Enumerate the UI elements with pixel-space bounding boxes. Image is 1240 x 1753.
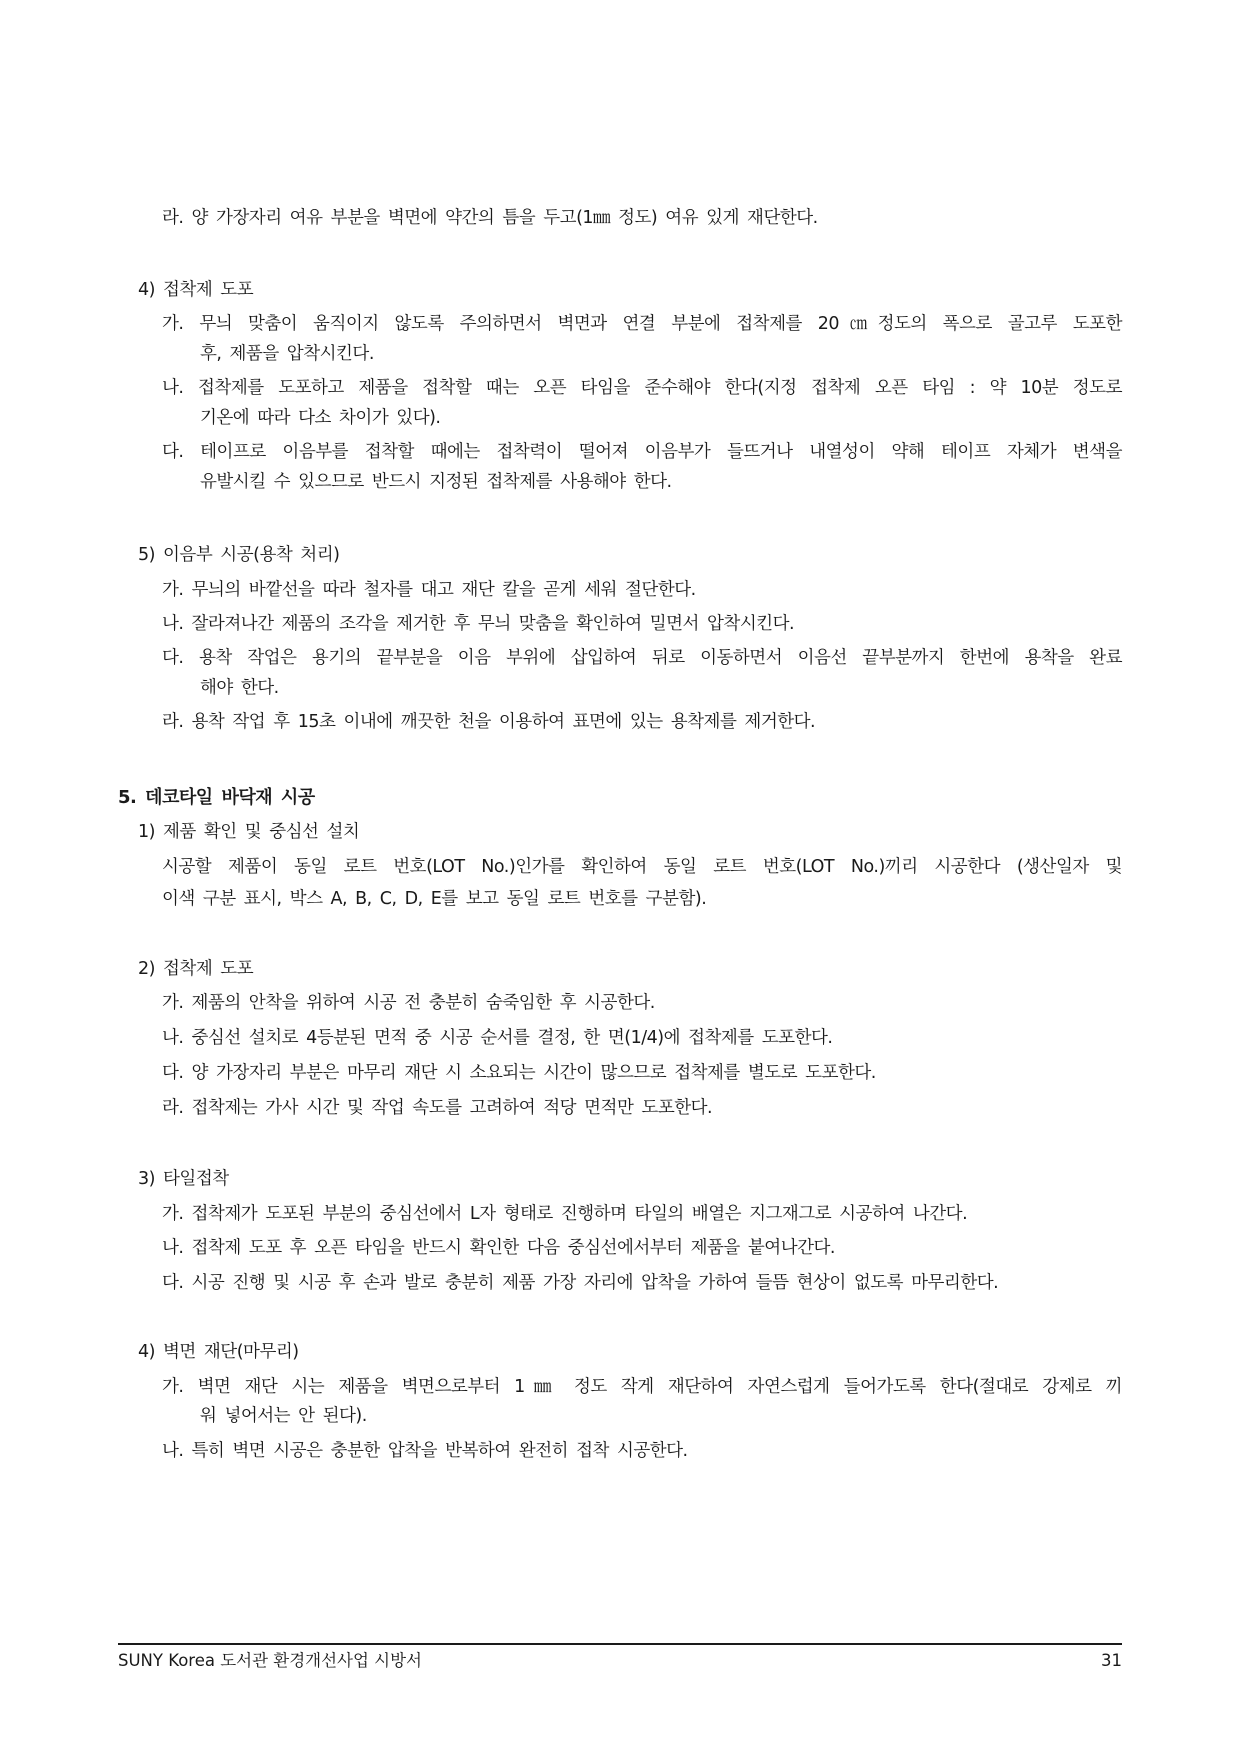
- item-ra: 라. 용착 작업 후 15초 이내에 깨끗한 천을 이용하여 표면에 있는 용착제를 제거한다.: [162, 712, 816, 732]
- item-ra: 라. 양 가장자리 여유 부분을 벽면에 약간의 틈을 두고(1㎜ 정도) 여유 있게 재단한다.: [162, 208, 818, 228]
- item-ga: 가. 제품의 안착을 위하여 시공 전 충분히 숨죽임한 후 시공한다.: [162, 993, 655, 1013]
- item-ga: 가. 무늬 맞춤이 움직이지 않도록 주의하면서 벽면과 연결 부분에 접착제를 20㎝정도의 폭으로 골고루 도포한: [162, 314, 1122, 334]
- page-number: 31: [1101, 1651, 1122, 1670]
- item-ga-continued: 후, 제품을 압착시킨다.: [200, 344, 374, 364]
- paragraph-line: 시공할 제품이 동일 로트 번호(LOT No.)인가를 확인하여 동일 로트 번호(LOT No.)끼리 시공한다 (생산일자 및: [162, 857, 1122, 877]
- subsection-title: 4) 접착제 도포: [138, 280, 254, 300]
- subsection-title: 3) 타일접착: [138, 1169, 229, 1189]
- subsection-title: 4) 벽면 재단(마무리): [138, 1342, 299, 1362]
- section-heading: 5. 데코타일 바닥재 시공: [118, 787, 315, 808]
- paragraph-line: 이색 구분 표시, 박스 A, B, C, D, E를 보고 동일 로트 번호를 구분함).: [162, 889, 707, 909]
- item-na-continued: 기온에 따라 다소 차이가 있다).: [200, 408, 441, 428]
- item-da: 다. 테이프로 이음부를 접착할 때에는 접착력이 떨어져 이음부가 들뜨거나 내열성이 약해 테이프 자체가 변색을: [162, 442, 1122, 462]
- item-da-continued: 유발시킬 수 있으므로 반드시 지정된 접착제를 사용해야 한다.: [200, 472, 672, 492]
- footer-divider: [118, 1643, 1122, 1645]
- footer-title: SUNY Korea 도서관 환경개선사업 시방서: [118, 1651, 422, 1670]
- item-ga: 가. 무늬의 바깥선을 따라 철자를 대고 재단 칼을 곧게 세워 절단한다.: [162, 580, 696, 600]
- item-ga-continued: 워 넣어서는 안 된다).: [200, 1406, 367, 1426]
- item-na: 나. 잘라져나간 제품의 조각을 제거한 후 무늬 맞춤을 확인하여 밀면서 압착시킨다.: [162, 614, 795, 634]
- item-na: 나. 특히 벽면 시공은 충분한 압착을 반복하여 완전히 접착 시공한다.: [162, 1441, 688, 1461]
- item-na: 나. 중심선 설치로 4등분된 면적 중 시공 순서를 결정, 한 면(1/4)에 접착제를 도포한다.: [162, 1028, 833, 1048]
- subsection-title: 1) 제품 확인 및 중심선 설치: [138, 822, 360, 842]
- subsection-title: 5) 이음부 시공(용착 처리): [138, 545, 340, 565]
- item-ra: 라. 접착제는 가사 시간 및 작업 속도를 고려하여 적당 면적만 도포한다.: [162, 1098, 713, 1118]
- item-na: 나. 접착제 도포 후 오픈 타임을 반드시 확인한 다음 중심선에서부터 제품을 붙여나간다.: [162, 1238, 835, 1258]
- item-ga: 가. 접착제가 도포된 부분의 중심선에서 L자 형태로 진행하며 타일의 배열은 지그재그로 시공하여 나간다.: [162, 1204, 968, 1224]
- item-ga: 가. 벽면 재단 시는 제품을 벽면으로부터 1㎜ 정도 작게 재단하여 자연스럽게 들어가도록 한다(절대로 강제로 끼: [162, 1377, 1122, 1397]
- item-da: 다. 용착 작업은 용기의 끝부분을 이음 부위에 삽입하여 뒤로 이동하면서 이음선 끝부분까지 한번에 용착을 완료: [162, 648, 1122, 668]
- subsection-title: 2) 접착제 도포: [138, 959, 254, 979]
- item-da: 다. 양 가장자리 부분은 마무리 재단 시 소요되는 시간이 많으므로 접착제를 별도로 도포한다.: [162, 1063, 876, 1083]
- item-da-continued: 해야 한다.: [200, 678, 279, 698]
- item-da: 다. 시공 진행 및 시공 후 손과 발로 충분히 제품 가장 자리에 압착을 가하여 들뜸 현상이 없도록 마무리한다.: [162, 1273, 999, 1293]
- item-na: 나. 접착제를 도포하고 제품을 접착할 때는 오픈 타임을 준수해야 한다(지정 접착제 오픈 타임 : 약 10분 정도로: [162, 378, 1122, 398]
